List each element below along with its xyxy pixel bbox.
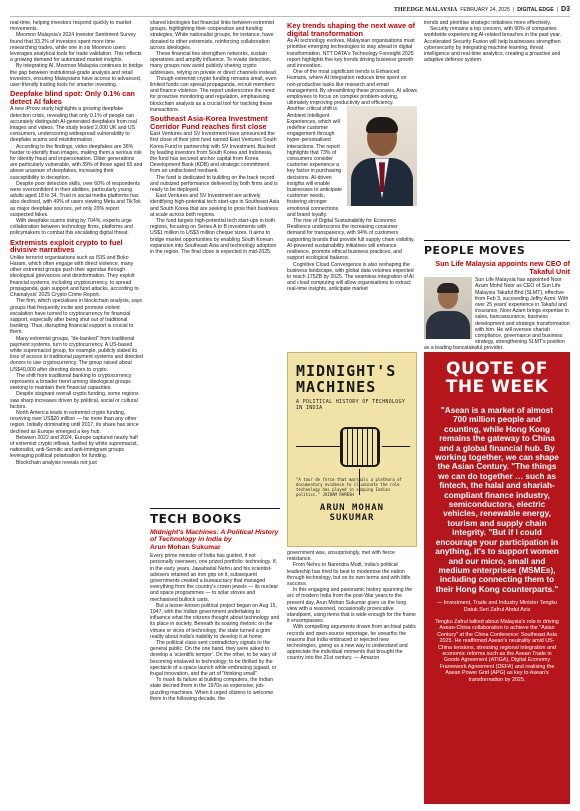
- paragraph: East Ventures and SV Investment are actively identifying high-potential tech start-ups in Southeast Asia and South Korea that are seeking to grow their business at scale across both regions.: [150, 193, 280, 218]
- circuit-illustration: [296, 419, 408, 497]
- book-cover-subtitle: A POLITICAL HISTORY OF TECHNOLOGY IN INDIA: [296, 399, 406, 411]
- paragraph: Moomoo Malaysia's 2024 Investor Sentiment Survey found that 33.2% of investors spent more time researching trades, while one in six Moomoo users leverages analytical tools for trade validation. This reflects a growing demand for automated market insights.: [10, 32, 142, 64]
- book-cover-author: ARUN MOHAN SUKUMAR: [319, 503, 385, 523]
- quote-text: "Asean is a market of almost 700 million people and counting, while Hong Kong remains the gateway to China and a global financial hub. By working together, we can shape the Asian Century. "The things we can do together … such as fintech, the halal and shariah-compliant finance industry, semiconductors, electric vehicles, renewable energy, tourism and supply chain integrity. "But if I could encourage your participation in anything, it's to support women and our micro, small and medium enterprises (MSMEs), including connecting them to their Hong Kong counterparts.": [435, 406, 559, 594]
- paragraph: The fund is dedicated to building on the track record and outsized performance delivered by both firms and is ready to be deployed.: [150, 174, 278, 194]
- paragraph: East Ventures and SV Investment have announced the first close of their joint fund named East Ventures South Korea Fund in partnership with SV Investment. Backed by leading investors from South Korea and Indonesia, the fund has secured anchor capital from Korea Development Bank (KDB) and strategic commitment from an undisclosed neobank.: [150, 131, 277, 175]
- paragraph: The political class sent contradictory signals to the general public. On the one hand, they were asked to develop a 'scientific temper'. On the other, to be wary of becoming enslaved to technology; to be thrilled by the spectacle of a space launch while embracing jugaad, or frugal innovation, and the art of "thinking small".: [150, 640, 277, 678]
- people-moves-heading: PEOPLE MOVES: [424, 240, 570, 257]
- chip-icon: [340, 427, 380, 467]
- column-3: [287, 20, 417, 293]
- paragraph: The firm, which specialises in blockchain analysis, says groups that frequently incite and promote violent escalation have turned to cryptocurrency for financial support, especially after being shut out of traditional banking. Thus, disrupting financial support is crucial to them.: [10, 298, 142, 336]
- paragraph: A new iProov study highlights a growing deepfake detection crisis, revealing that only 0.1% of people can accurately distinguish AI-generated deepfakes from real images and videos. The study tested 2,000 UK and US consumers, underscoring widespread vulnerability to deepfake scams and misinformation.: [10, 106, 137, 144]
- trends-subheading: Key trends shaping the next wave of digital transformation: [287, 21, 416, 38]
- paragraph: Though extremist crypto funding remains small, even limited funds can spread propaganda, recruit members and finance violence. The report underscores the need for proactive monitoring and regulation, emphasising blockchain analysis as a crucial tool for tracking these transactions.: [150, 75, 277, 113]
- page-number: D3: [561, 6, 570, 13]
- executive-portrait: [347, 106, 417, 206]
- column-3-continued: [287, 550, 417, 662]
- people-moves-text: Sun Life Malaysia has appointed Noor Azam Mohd Noor as CEO of Sun Life Malaysia Takaful Bhd (SLMT), effective from Feb 3, succeeding Jeffry Azmi. With over 25 years' experience in Takaful and insurance, Noor Azam brings expertise in sales, bancassurance, business development and strategic transformation with him. He will oversee shariah compliance, governance and business strategy, strengthening SLMT's position as a leading bancatakaful provider.: [424, 277, 570, 352]
- header-separator-2: |: [556, 6, 559, 13]
- paragraph: In this engaging and panoramic history spanning the arc of modern India from the post-War years to the present day, Arun Mohan Sukumar gives us the long view with a reasoned, occasionally provocative standpoint, using items that is wide enough for the frame it encompasses.: [287, 587, 416, 625]
- paragraph: From Nehru to Narendra Modi, India's political leadership has tried its best to modernise the nation through technology, but on its own terms and with little success.: [287, 562, 411, 588]
- quote-heading: QUOTE OF THE WEEK: [445, 359, 549, 397]
- tech-books-heading: TECH BOOKS: [150, 508, 280, 526]
- paragraph: The rise of Digital Sustainability for Economic Resilience underscores the increasing consumer demand for transparency, with 94% of customers supporting brands that provide full supply chain visibility. AI-powered sustainability initiatives will enhance resilience, promote ethical business practices, and support ecological balance.: [287, 218, 415, 262]
- paragraph: Unlike terrorist organisations such as ISIS and Boko Haram, which often engage with direct violence, many other extremist groups push their agendas through ideological grievances and disinformation. They exploit financial systems, including cryptocurrency, to spread propaganda, gain support and fund attacks, according to Chainalysis' 2025 Crypto Crime Report.: [10, 254, 139, 299]
- header-rule: [10, 16, 570, 17]
- tech-books-section: [150, 508, 280, 702]
- book-review-body: [150, 553, 280, 702]
- page-header: [394, 6, 570, 13]
- book-cover: [287, 352, 417, 547]
- paragraph: North America leads in extremist crypto funding, receiving over US$20 million — far more than any other region. Initially dominating until 2017, its share has since declined as Europe emerged a key hub.: [10, 409, 139, 435]
- publication-brand: THEEDGE MALAYSIA: [393, 6, 458, 13]
- paragraph: The shift from traditional banking to cryptocurrency represents a broader trend among ideological groups seeking to maintain their financial capacities.: [10, 372, 132, 392]
- quote-attribution: — Investment, Trade and Industry Minister Tengku Datuk Seri Zafrul Abdul Aziz: [436, 600, 558, 613]
- paragraph: But a lesser-known political project began on Aug 15, 1947, with the Indian government undertaking to influence what the citizens thought about technology and its place in society. Beneath its soaring rhetoric on the virtues or vices of technology, the state turned a grim reality about India's inability to develop it at home.: [150, 602, 280, 640]
- paragraph: Despite poor detection skills, over 60% of respondents were overconfident in their abilities, particularly young adults aged 18 to 34. Trust in social media platforms has also declined, with 49% of users viewing Meta and TikTok as major deepfake sources, yet only 20% report suspected fakes.: [10, 180, 141, 218]
- paragraph: According to the findings, video deepfakes are 36% harder to identify than images, making them a serious risk for identity fraud and impersonation. Older generations are particularly vulnerable, with 39% of those aged 65 and above unaware of deepfakes, increasing their susceptibility to deception.: [10, 143, 143, 181]
- people-moves-body: [424, 277, 570, 351]
- paragraph: Between 2022 and 2024, Europe captured nearly half of extremist crypto inflows, fuelled by white supremacist, nationalist, anti-Semitic and anti-immigrant groups leveraging political polarisation for funding.: [10, 434, 138, 460]
- paragraph: Cognitive Cloud Convergence is also reshaping the business landscape, with global data volumes expected to reach 175ZB by 2025. The seamless integration of AI and cloud computing will allow organisations to extract real-time insights, anticipate market: [287, 261, 414, 293]
- paragraph: trends and prioritise strategic initiatives more effectively.: [424, 20, 551, 26]
- paragraph: Another critical shift is Ambient Intelligent Experiences, which will redefine customer engagement through hyper-personalised interactions. The report highlights that 73% of consumers consider customer experience a key factor in purchasing decisions. AI-driven insights will enable businesses to anticipate customer needs, fostering stronger emotional connections and brand loyalty.: [287, 106, 342, 218]
- header-separator: |: [512, 6, 515, 13]
- paragraph: The fund targets high-potential tech start-ups in both regions, focusing on Series A to B investments with US$1 million to US$3 million cheque sizes. It aims to bridge market opportunities by enabling South Korean expansion into Southeast Asia and technology adoption in the region. The final close is expected in mid-2025.: [150, 218, 277, 256]
- book-review-author: Arun Mohan Sukumar: [150, 543, 221, 551]
- paragraph: One of the most significant trends is Enhanced Humans, where AI integration reduces time spent on non-productive tasks like research and email management. By streamlining these processes, AI allows employees to focus on complex problem-solving, ultimately improving productivity and efficiency.: [287, 69, 418, 107]
- section-name: DIGITAL EDGE: [517, 6, 554, 13]
- paragraph: As AI technology evolves, Malaysian organisations must prioritise emerging technologies to stay ahead in digital transformation. NTT DATA's Technology Foresight 2025 report highlights five key trends driving business growth and innovation.: [287, 38, 415, 69]
- book-review-title: Midnight's Machines: A Political History of Technology in India by: [150, 529, 279, 544]
- column-1: [10, 20, 143, 466]
- paragraph: Security remains a top concern, with 90% of companies worldwide experiencing AI-related breaches in the past year. Accelerated Security Fusion will help businesses strengthen cybersecurity by integrating machine learning, threat intelligence and real-time analytics, creating a proactive and adaptive defence system.: [424, 26, 562, 64]
- paragraph: government was, unsurprisingly, met with fierce resistance.: [287, 550, 395, 563]
- issue-date: FEBRUARY 24, 2025: [460, 6, 510, 13]
- quote-of-the-week: [424, 352, 570, 804]
- book-cover-title: MIDNIGHT'S MACHINES: [296, 362, 397, 396]
- fund-subheading: Southeast Asia-Korea Investment Corridor Fund reaches first close: [150, 114, 268, 131]
- deepfake-subheading: Deepfake blind spot: Only 0.1% can detect AI fakes: [10, 89, 135, 106]
- column-4: [424, 20, 570, 63]
- ceo-photo: [424, 277, 472, 339]
- paragraph: real-time, helping investors respond quickly to market movements.: [10, 20, 132, 33]
- paragraph: With deepfake scams rising by 704%, experts urge collaboration between technology firms, platforms and policymakers to combat this escalating digital threat.: [10, 218, 133, 237]
- paragraph: Blockchain analysis reveals not just: [16, 459, 97, 466]
- people-moves-section: [424, 240, 570, 352]
- quote-context: Tengku Zafrul talked about Malaysia's role in driving Asean-China collaboration to achieve the "Asian Century" at the China Conference: Southeast Asia 2025. He reaffirmed Asean's neutrality amid US-China tensions, stressing regional integration and economic reforms such as the Asean Trade in Goods Agreement (ATIGA), Digital Economy Framework Agreement (DEFA) and realising the Asean Power Grid (APG) as key to Asean's transformation by 2025.: [435, 618, 559, 683]
- paragraph: shared ideologies but financial links between extremist groups, highlighting their cooperation and funding strategies. White nationalist groups, for instance, have donated to other extremists, reinforcing collaboration across ideologies.: [150, 20, 275, 51]
- people-moves-headline: Sun Life Malaysia appoints new CEO of Takaful Unit: [435, 259, 570, 276]
- paragraph: Despite stagnant overall crypto funding, some regions saw sharp increases driven by political, social or cultural factors.: [10, 391, 139, 410]
- extremists-subheading: Extremists exploit crypto to fuel divisive narratives: [10, 237, 123, 255]
- column-2: [150, 20, 280, 255]
- paragraph: Many extremist groups, "de-banked" from traditional payment systems, turn to cryptocurrency. A US-based white supremacist group, for example, publicly slated its loss of access to traditional payment systems and directed donors to use cryptocurrency. The group raised about US$40,000 after directing donors to crypto.: [10, 335, 143, 373]
- paragraph: To mask its failure at building computers, the Indian state decried them in the 1970s as expensive, job-guzzling machines. When it urged citizens to welcome them in the following decade, the: [150, 677, 274, 702]
- paragraph: These financial ties strengthen networks, sustain operations and amplify influence. To evade detection, many groups now avoid publicly sharing crypto addresses, relying on private or direct channels instead.: [150, 51, 278, 76]
- book-cover-blurb: "A tour de force that marshals a plethora of documentary evidence to illuminate the role technology has played in shaping Indian politics." JAIRAM RAMESH: [296, 477, 402, 497]
- paragraph: With compelling arguments drawn from archival public records and open-source reportage, he unearths the reasons that India embraced or rejected new technologies, giving us a new way to understand and appreciate the individual moments that brought the country into the 21st century. — Amazon: [287, 624, 417, 662]
- paragraph: Every prime minister of India has guided, if not personally overseen, one prized portfolio: technology. If, in the early years, Jawaharlal Nehru and his scientist-advisers retained an iron grip on it, subsequent governments created a bureaucracy that managed everything from the country's crown jewels — its nuclear and space programmes — to solar stoves and mechanised bullock carts.: [150, 553, 279, 603]
- paragraph: By integrating AI, Moomoo Malaysia continues to bridge the gap between institutional-grade analysis and retail investors, ensuring Malaysians have access to advanced, user-friendly trading tools for smarter investing.: [10, 63, 143, 89]
